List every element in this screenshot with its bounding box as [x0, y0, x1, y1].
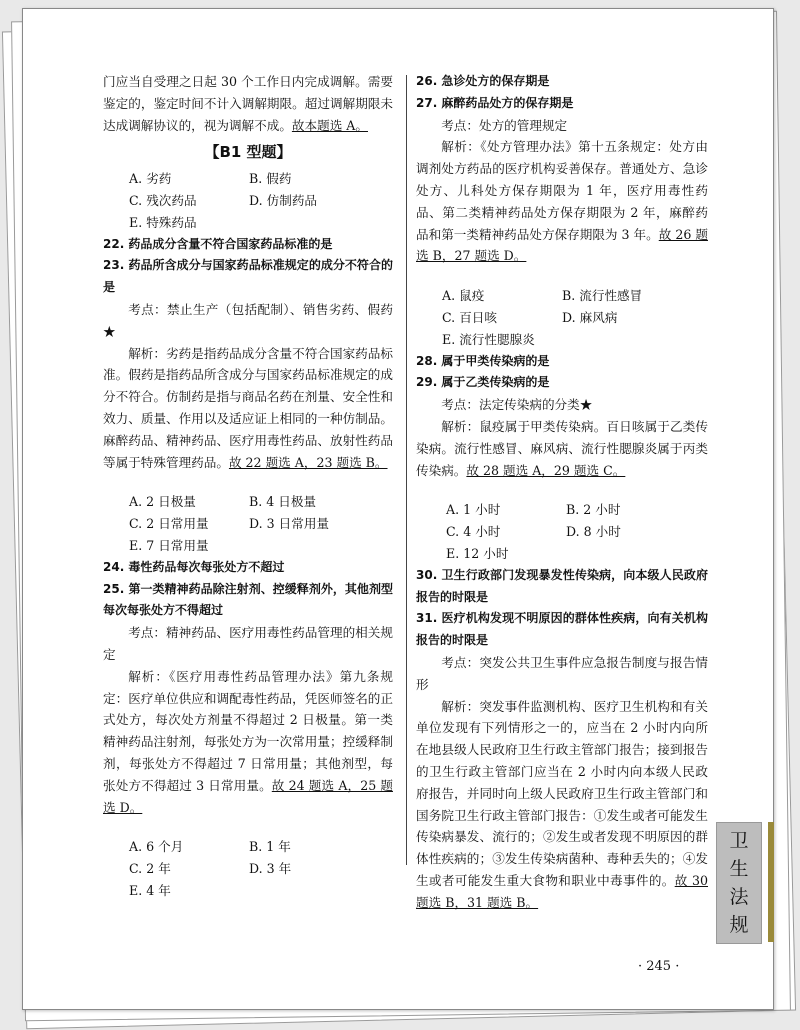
options-group-3 [103, 836, 393, 901]
side-tab [716, 822, 762, 944]
option: D. 3 年 [249, 861, 292, 877]
column-divider [406, 75, 407, 865]
option: E. 12 小时 [446, 545, 509, 561]
intro-text: 门应当自受理之日起 30 个工作日内完成调解。需要鉴定的，鉴定时间不计入调解期限。超过调解期限未达成调解协议的，视为调解不成。故本题选 A。 [103, 74, 393, 133]
jiexi-4: 解析：鼠疫属于甲类传染病。百日咳属于乙类传染病。流行性感冒、麻风病、流行性腮腺炎属于丙类传染病。故 28 题选 A，29 题选 C。 [416, 418, 708, 478]
left-column [103, 71, 393, 902]
question-26: 26. 急诊处方的保存期是 [416, 74, 550, 88]
question-23: 23. 药品所含成分与国家药品标准规定的成分不符合的是 [103, 258, 393, 295]
option: E. 7 日常用量 [129, 537, 209, 553]
kaodian-1: 考点：禁止生产（包括配制）、销售劣药、假药★ [103, 301, 393, 339]
option: A. 2 日极量 [129, 494, 196, 510]
right-column [416, 71, 708, 913]
side-tab-char: 法 [729, 886, 749, 908]
options-group-2 [103, 491, 393, 556]
option: B. 2 小时 [566, 502, 621, 518]
option: D. 8 小时 [566, 524, 621, 540]
side-tab-char: 卫 [729, 830, 749, 852]
answer-26-27: 故 26 题选 B，27 题选 D。 [416, 226, 708, 264]
option: D. 仿制药品 [249, 192, 318, 208]
question-24: 24. 毒性药品每次每张处方不超过 [103, 559, 285, 574]
option: E. 流行性腮腺炎 [442, 331, 535, 347]
kaodian-2: 考点：精神药品、医疗用毒性药品管理的相关规定 [103, 625, 393, 662]
question-22: 22. 药品成分含量不符合国家药品标准的是 [103, 236, 333, 251]
answer-28-29: 故 28 题选 A，29 题选 C。 [466, 462, 626, 478]
option: C. 百日咳 [442, 309, 497, 325]
side-tab-char: 规 [729, 914, 749, 936]
options-group-5 [416, 499, 708, 564]
kaodian-4: 考点：法定传染病的分类★ [441, 397, 593, 413]
book-page [22, 8, 774, 1010]
jiexi-2: 解析：《医疗用毒性药品管理办法》第九条规定：医疗单位供应和调配毒性药品，凭医师签名的正式处方，每次处方剂量不得超过 2 日极量。第一类精神药品注射剂，每张处方为一次常用量；控缓释制剂，每张处方不得超过 7 日常用量；其他剂型，每张处方不得超过 3 日常用量。故 24 题选 A，25 题选 D。 [103, 668, 393, 815]
jiexi-5: 解析：突发事件监测机构、医疗卫生机构和有关单位发现有下列情形之一的，应当在 2 小时内向所在地县级人民政府卫生行政主管部门报告；接到报告的卫生行政主管部门应当在 2 小时内向本级人民政府报告，并同时向上级人民政府卫生行政主管部门和国务院卫生行政主管部门报告：①发生或者可能发生传染病暴发、流行的；②发生或者发现不明原因的群体性疾病的；③发生传染病菌种、毒种丢失的；④发生或者可能发生重大食物和职业中毒事件的。故 30 题选 B，31 题选 B。 [416, 698, 709, 910]
question-28: 28. 属于甲类传染病的是 [416, 353, 550, 368]
intro-answer: 故本题选 A。 [291, 117, 368, 133]
option: C. 2 年 [129, 861, 171, 877]
option: A. 劣药 [129, 171, 172, 187]
option: D. 麻风病 [562, 309, 618, 325]
answer-24-25: 故 24 题选 A，25 题选 D。 [103, 777, 393, 815]
jiexi-1: 解析：劣药是指药品成分含量不符合国家药品标准。假药是指药品所含成分与国家药品标准规定的成分不符合。仿制药是指与商品名药在剂量、安全性和效力、质量、作用以及适应证上相同的一种仿制品。麻醉药品、精神药品、医疗用毒性药品、放射性药品等属于特殊管理药品。故 22 题选 A，23 题选 B。 [103, 345, 393, 470]
option: B. 1 年 [249, 839, 291, 855]
options-group-1 [103, 168, 393, 233]
page-number: · 245 · [638, 959, 680, 974]
option: A. 6 个月 [129, 839, 184, 855]
side-tab-edge [768, 822, 774, 942]
side-tab-char: 生 [729, 858, 749, 880]
option: B. 假药 [249, 171, 292, 187]
option: C. 4 小时 [446, 524, 501, 540]
answer-30-31: 故 30 题选 B，31 题选 B。 [416, 872, 709, 910]
option: B. 流行性感冒 [562, 288, 643, 304]
question-25: 25. 第一类精神药品除注射剂、控缓释剂外，其他剂型每次每张处方不得超过 [103, 581, 393, 618]
question-30: 30. 卫生行政部门发现暴发性传染病，向本级人民政府报告的时限是 [416, 567, 708, 604]
kaodian-5: 考点：突发公共卫生事件应急报告制度与报告情形 [416, 654, 708, 692]
option: A. 鼠疫 [442, 288, 485, 304]
option: A. 1 小时 [446, 502, 501, 518]
option: C. 2 日常用量 [129, 516, 209, 532]
options-group-4 [416, 285, 708, 350]
question-27: 27. 麻醉药品处方的保存期是 [416, 95, 574, 110]
jiexi-3: 解析：《处方管理办法》第十五条规定：处方由调剂处方药品的医疗机构妥善保存。普通处方、急诊处方、儿科处方保存期限为 1 年，医疗用毒性药品、第二类精神药品处方保存期限为 2 年，麻醉药品和第一类精神药品处方保存期限为 3 年。故 26 题选 B，27 题选 D。 [416, 139, 708, 264]
option: E. 4 年 [129, 882, 171, 898]
option: D. 3 日常用量 [249, 516, 330, 532]
question-29: 29. 属于乙类传染病的是 [416, 375, 550, 390]
option: B. 4 日极量 [249, 494, 317, 510]
question-31: 31. 医疗机构发现不明原因的群体性疾病，向有关机构报告的时限是 [416, 611, 708, 648]
option: C. 残次药品 [129, 192, 197, 208]
option: E. 特殊药品 [129, 214, 197, 230]
answer-22-23: 故 22 题选 A，23 题选 B。 [228, 454, 388, 470]
kaodian-3: 考点：处方的管理规定 [441, 117, 568, 133]
section-title: 【B1 型题】 [204, 143, 292, 162]
